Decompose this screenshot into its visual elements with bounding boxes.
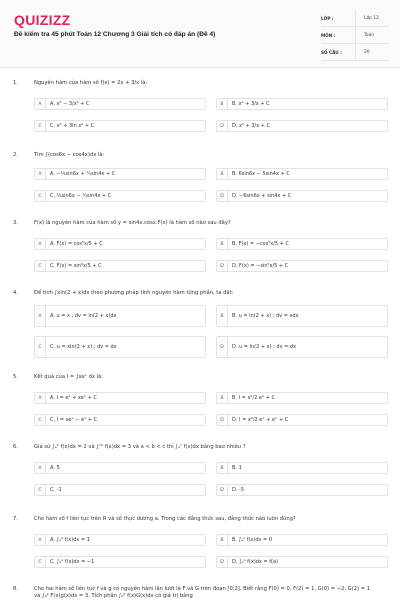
option-letter: B xyxy=(217,393,228,403)
option-letter: B xyxy=(217,99,228,109)
meta-row-class xyxy=(321,10,389,27)
option-letter: D xyxy=(217,415,228,425)
option-text: B. I = x²/2 eˣ + C xyxy=(232,394,276,401)
option-text: A. 5 xyxy=(50,464,60,471)
question-text: Nguyên hàm của hàm số f(x) = 2x + 3/x là: xyxy=(34,80,148,86)
option-a[interactable] xyxy=(34,534,206,546)
option-c[interactable] xyxy=(34,484,206,496)
option-d[interactable] xyxy=(216,260,388,272)
option-b[interactable] xyxy=(216,98,388,110)
option-text: A. x² − 3/x² + C xyxy=(50,100,90,107)
question-number: 8. xyxy=(13,586,18,592)
option-c[interactable] xyxy=(34,190,206,202)
option-a[interactable] xyxy=(34,392,206,404)
option-letter: C xyxy=(35,337,46,357)
meta-row-count xyxy=(321,44,389,61)
option-letter: C xyxy=(35,191,46,201)
meta-value: Lớp 12 xyxy=(355,10,389,26)
option-letter: D xyxy=(217,191,228,201)
option-d[interactable] xyxy=(216,120,388,132)
option-letter: D xyxy=(217,557,228,567)
question-number: 3. xyxy=(13,220,18,226)
question-number: 4. xyxy=(13,290,18,296)
option-letter: C xyxy=(35,261,46,271)
option-letter: C xyxy=(35,121,46,131)
option-text: C. F(x) = sin⁵x/5 + C xyxy=(50,262,102,269)
option-text: A. −⅙sin6x + ¼sin4x + C xyxy=(50,170,116,177)
question-text: Kết quả của I = ∫xeˣ dx là: xyxy=(34,374,103,380)
option-text: C. ⅙sin6x − ¼sin4x + C xyxy=(50,192,112,199)
meta-label: LỚP : xyxy=(321,15,334,21)
option-text: A. I = eˣ + xeˣ + C xyxy=(50,394,97,401)
option-c[interactable] xyxy=(34,414,206,426)
option-c[interactable] xyxy=(34,260,206,272)
meta-label: SỐ CÂU : xyxy=(321,49,342,55)
question-text: Cho hàm số f liên tục trên R và số thực dương a. Trong các đẳng thức sau, đẳng thức nào luôn đúng? xyxy=(34,516,296,522)
question-number: 2. xyxy=(13,152,18,158)
option-letter: B xyxy=(217,535,228,545)
option-text: B. F(x) = −cos⁵x/5 + C xyxy=(232,240,290,247)
option-letter: A xyxy=(35,535,46,545)
option-a[interactable] xyxy=(34,238,206,250)
option-letter: B xyxy=(217,169,228,179)
option-d[interactable] xyxy=(216,414,388,426)
meta-value: Toán xyxy=(355,27,389,43)
option-text: D. F(x) = −sin⁵x/5 + C xyxy=(232,262,289,269)
option-text: D. x² + 3/x + C xyxy=(232,122,271,129)
option-a[interactable] xyxy=(34,168,206,180)
page-header xyxy=(0,0,400,68)
question-number: 5. xyxy=(13,374,18,380)
option-text: B. 6sin6x − 5sin4x + C xyxy=(232,170,290,177)
option-text: B. u = ln(2 + x) ; dv = xdx xyxy=(232,312,299,319)
option-text: C. u = xln(2 + x) ; dv = dx xyxy=(50,343,117,350)
question-number: 6. xyxy=(13,444,18,450)
option-c[interactable] xyxy=(34,120,206,132)
option-letter: A xyxy=(35,239,46,249)
option-b[interactable] xyxy=(216,534,388,546)
option-text: B. ∫ₐᵃ f(x)dx = 0 xyxy=(232,536,273,543)
option-b[interactable] xyxy=(216,305,388,327)
option-a[interactable] xyxy=(34,98,206,110)
question-number: 7. xyxy=(13,516,18,522)
option-text: C. I = xeˣ − eˣ + C xyxy=(50,416,98,423)
option-letter: B xyxy=(217,239,228,249)
option-text: A. u = x ; dv = ln(2 + x)dx xyxy=(50,312,117,319)
quiz-meta xyxy=(321,10,389,61)
page-title: Đề kiểm tra 45 phút Toán 12 Chương 3 Giải tích có đáp án (Đề 4) xyxy=(14,31,216,38)
question-text: Để tính ∫xln(2 + x)dx theo phương pháp tính nguyên hàm từng phần, ta đặt: xyxy=(34,290,234,296)
option-a[interactable] xyxy=(34,305,206,327)
meta-label: MÔN : xyxy=(321,32,336,38)
option-text: D. u = ln(2 + x) ; dv = dx xyxy=(232,343,297,350)
option-d[interactable] xyxy=(216,190,388,202)
option-text: C. ∫ₐᵃ f(x)dx = −1 xyxy=(50,558,95,565)
option-letter: A xyxy=(35,393,46,403)
question-text: Tìm ∫(cos6x − cos4x)dx là: xyxy=(34,152,105,158)
option-text: D. ∫ₐᵃ f(x)dx = f(a) xyxy=(232,558,278,565)
option-letter: D xyxy=(217,485,228,495)
option-text: C. x² + 3ln x² + C xyxy=(50,122,95,129)
option-letter: C xyxy=(35,557,46,567)
option-letter: A xyxy=(35,99,46,109)
option-letter: B xyxy=(217,306,228,326)
option-c[interactable] xyxy=(34,336,206,358)
question-number: 1. xyxy=(13,80,18,86)
option-letter: D xyxy=(217,337,228,357)
option-c[interactable] xyxy=(34,556,206,568)
question-text: F(x) là nguyên hàm của hàm số y = sin4x.cosx.F(x) là hàm số nào sau đây? xyxy=(34,220,231,226)
option-letter: A xyxy=(35,306,46,326)
option-d[interactable] xyxy=(216,484,388,496)
option-letter: C xyxy=(35,485,46,495)
option-text: D. -5 xyxy=(232,486,245,493)
option-letter: A xyxy=(35,463,46,473)
option-letter: A xyxy=(35,169,46,179)
option-letter: D xyxy=(217,121,228,131)
option-letter: D xyxy=(217,261,228,271)
option-text: B. 1 xyxy=(232,464,242,471)
question-text: Giả sử ∫ₐᵇ f(x)dx = 2 và ∫ᶜᵇ f(x)dx = 3 và a < b < c thì ∫ₐᶜ f(x)dx bằng bao nhiêu ? xyxy=(34,444,246,450)
option-b[interactable] xyxy=(216,238,388,250)
meta-value: 20 xyxy=(355,44,389,60)
option-letter: B xyxy=(217,463,228,473)
meta-row-subject xyxy=(321,27,389,44)
option-text: D. −6sin6x + sin4x + C xyxy=(232,192,292,199)
option-d[interactable] xyxy=(216,556,388,568)
option-b[interactable] xyxy=(216,392,388,404)
question-text: Cho hai hàm số liên tục f và g có nguyên hàm lần lượt là F và G trên đoạn [0;2]. Biết rằng F(0) = 0, F(2) = 1, G(0) = −2, G(2) = 1 và ∫₀² F(x)g(x)dx = 3. Tích phân ∫₀² f(x)G(x)dx có giá trị bằng xyxy=(34,586,370,599)
option-letter: C xyxy=(35,415,46,425)
option-text: A. F(x) = cos⁵x/5 + C xyxy=(50,240,103,247)
option-text: B. x² + 3/x + C xyxy=(232,100,270,107)
option-b[interactable] xyxy=(216,462,388,474)
option-b[interactable] xyxy=(216,168,388,180)
option-text: C. -1 xyxy=(50,486,62,493)
option-text: A. ∫ₐᵃ f(x)dx = 1 xyxy=(50,536,90,543)
option-a[interactable] xyxy=(34,462,206,474)
option-d[interactable] xyxy=(216,336,388,358)
option-text: D. I = x²/2 eˣ + eˣ + C xyxy=(232,416,289,423)
quizizz-logo[interactable]: QUIZIZZ xyxy=(14,12,71,28)
